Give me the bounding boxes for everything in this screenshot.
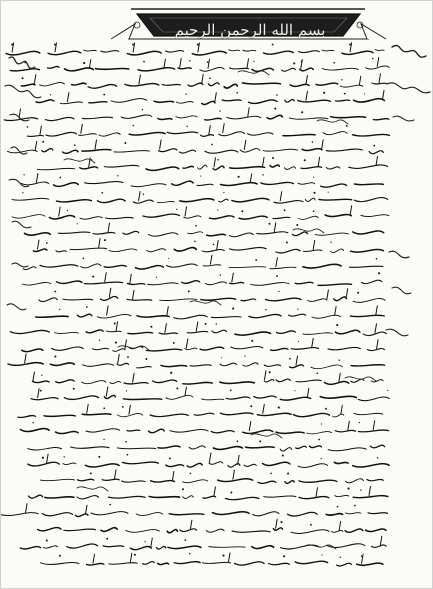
ink-dot (122, 406, 124, 408)
ink-word (355, 184, 384, 185)
ink-word (319, 199, 352, 200)
ink-dot (143, 61, 145, 63)
ink-dot (241, 210, 243, 212)
ink-dot (103, 94, 105, 96)
ink-dot (182, 488, 184, 490)
ink-dot (73, 388, 75, 390)
ink-dot (46, 242, 48, 244)
ink-dot (357, 292, 359, 294)
ink-dot (282, 455, 284, 457)
ink-dot (92, 276, 94, 278)
ink-dot (376, 258, 378, 260)
ink-dot (294, 390, 295, 391)
ink-word (149, 497, 179, 498)
ink-dot (269, 223, 271, 225)
ink-dot (325, 408, 327, 410)
ink-dot (67, 210, 68, 211)
ink-dot (361, 555, 363, 557)
ink-dot (143, 193, 144, 194)
ink-dot (346, 125, 348, 127)
ink-dot (272, 157, 274, 159)
ink-dot (278, 407, 280, 409)
ink-dot (296, 224, 298, 226)
ink-dot (216, 323, 217, 324)
ink-dot (328, 192, 329, 193)
ink-dot (372, 58, 373, 59)
ink-dot (184, 539, 186, 541)
ink-dot (103, 407, 105, 409)
ink-dot (189, 553, 190, 554)
ink-dot (98, 456, 100, 458)
ink-dot (176, 209, 177, 210)
ink-dot (336, 324, 338, 326)
ink-dot (211, 144, 213, 146)
ink-dot (269, 371, 271, 373)
ink-dot (340, 557, 341, 558)
ink-dot (236, 92, 238, 94)
ink-dot (195, 225, 197, 227)
ink-dot (333, 62, 335, 64)
ink-dot (32, 422, 33, 423)
ink-dot (354, 505, 356, 507)
ink-word (95, 68, 128, 69)
ink-dot (293, 62, 295, 64)
ink-dot (90, 472, 92, 474)
ink-dot (50, 94, 51, 95)
ink-dot (265, 309, 266, 310)
ink-dot (217, 159, 219, 161)
ink-dot (41, 374, 42, 375)
ink-dot (244, 355, 245, 356)
ink-dot (217, 209, 218, 210)
ink-dot (286, 242, 288, 244)
ink-dot (213, 244, 214, 245)
ink-dot (83, 258, 85, 260)
ink-dot (54, 291, 56, 293)
ink-dot (313, 210, 315, 212)
ink-dot (21, 77, 23, 79)
ink-dot (364, 93, 365, 94)
ink-dot (373, 145, 375, 147)
ink-dot (316, 372, 318, 374)
ink-dot (59, 555, 61, 557)
ink-dot (126, 390, 127, 391)
ink-dot (276, 94, 278, 96)
ink-dot (220, 274, 222, 276)
ink-dot (168, 258, 169, 259)
ink-dot (173, 342, 175, 344)
ink-dot (289, 358, 291, 360)
ink-dot (219, 110, 220, 111)
ink-dot (169, 457, 171, 459)
ink-dot (209, 78, 211, 80)
ink-dot (103, 439, 104, 440)
ink-dot (59, 309, 60, 310)
ink-dot (278, 291, 279, 292)
ink-dot (347, 488, 349, 490)
ink-dot (274, 108, 276, 110)
ink-dot (150, 326, 152, 328)
ink-dot (24, 62, 26, 64)
ink-dot (377, 457, 378, 458)
ink-dot (145, 358, 147, 360)
ink-dot (144, 541, 145, 542)
ink-dot (341, 79, 342, 80)
ink-dot (238, 176, 240, 178)
ink-word (63, 299, 93, 300)
ink-dot (74, 144, 76, 146)
ink-dot (187, 126, 188, 127)
ink-dot (127, 356, 129, 358)
ink-dot (344, 93, 346, 95)
ink-dot (185, 94, 186, 95)
ink-dot (200, 176, 201, 177)
ink-dot (42, 141, 44, 143)
ink-dot (189, 60, 190, 61)
ink-dot (27, 126, 29, 128)
ink-dot (321, 458, 322, 459)
ink-dot (54, 356, 56, 358)
ink-dot (337, 506, 339, 508)
ink-dot (23, 174, 24, 175)
ink-dot (276, 275, 278, 277)
ink-dot (237, 440, 239, 442)
ink-dot (323, 92, 325, 94)
ink-dot (127, 454, 129, 456)
ink-dot (262, 174, 263, 175)
ink-dot (109, 504, 111, 506)
ink-dot (301, 111, 303, 113)
ink-dot (194, 241, 196, 243)
ink-dot (272, 44, 274, 46)
ink-dot (63, 456, 64, 457)
ink-dot (318, 439, 320, 441)
ink-dot (222, 555, 224, 557)
ink-dot (188, 290, 190, 292)
ink-dot (40, 390, 42, 392)
ink-dot (283, 555, 285, 557)
ink-dot (115, 342, 117, 344)
ink-dot (104, 239, 106, 241)
ink-dot (133, 125, 135, 127)
ink-dot (124, 142, 126, 144)
ink-dot (310, 524, 312, 526)
ink-dot (259, 440, 261, 442)
ink-dot (284, 209, 286, 211)
ink-dot (221, 357, 222, 358)
ink-dot (117, 175, 118, 176)
ink-dot (205, 323, 207, 325)
ink-dot (321, 423, 322, 424)
ink-dot (253, 61, 254, 62)
ink-dot (86, 306, 88, 308)
ink-dot (280, 521, 282, 523)
ink-dot (359, 422, 360, 423)
ink-dot (170, 372, 172, 374)
ink-dot (60, 177, 62, 179)
ink-dot (270, 473, 272, 475)
ink-dot (298, 341, 299, 342)
ink-dot (22, 192, 23, 193)
ink-dot (378, 272, 380, 274)
ink-word (242, 83, 280, 84)
ornamental-heading-text: بسم الله الرحمن الرحيم (174, 21, 326, 39)
ink-dot (251, 340, 253, 342)
ink-dot (99, 340, 100, 341)
ink-dot (250, 405, 252, 407)
ink-dot (322, 554, 323, 555)
ink-dot (313, 192, 315, 194)
ink-dot (330, 242, 331, 243)
ink-dot (287, 472, 289, 474)
ink-dot (304, 159, 306, 161)
ink-dot (106, 538, 108, 540)
ink-dot (339, 359, 340, 360)
ink-dot (142, 109, 143, 110)
ink-dot (125, 441, 127, 443)
ink-dot (42, 457, 44, 459)
ink-dot (312, 141, 314, 143)
ink-dot (190, 473, 192, 475)
ink-dot (83, 62, 85, 64)
ink-dot (114, 323, 116, 325)
ink-dot (313, 177, 314, 178)
ink-word (123, 399, 161, 400)
ink-dot (232, 308, 234, 310)
ink-dot (297, 308, 298, 309)
ink-dot (134, 554, 136, 556)
ink-dot (360, 489, 361, 490)
ink-dot (46, 539, 48, 541)
ink-dot (156, 277, 157, 278)
ink-dot (77, 223, 78, 224)
ink-dot (255, 259, 257, 261)
ink-dot (387, 390, 388, 391)
ink-dot (207, 61, 209, 63)
ink-dot (230, 492, 232, 494)
ink-dot (176, 388, 178, 390)
ink-dot (223, 192, 224, 193)
ink-dot (101, 192, 103, 194)
ink-dot (230, 390, 232, 392)
